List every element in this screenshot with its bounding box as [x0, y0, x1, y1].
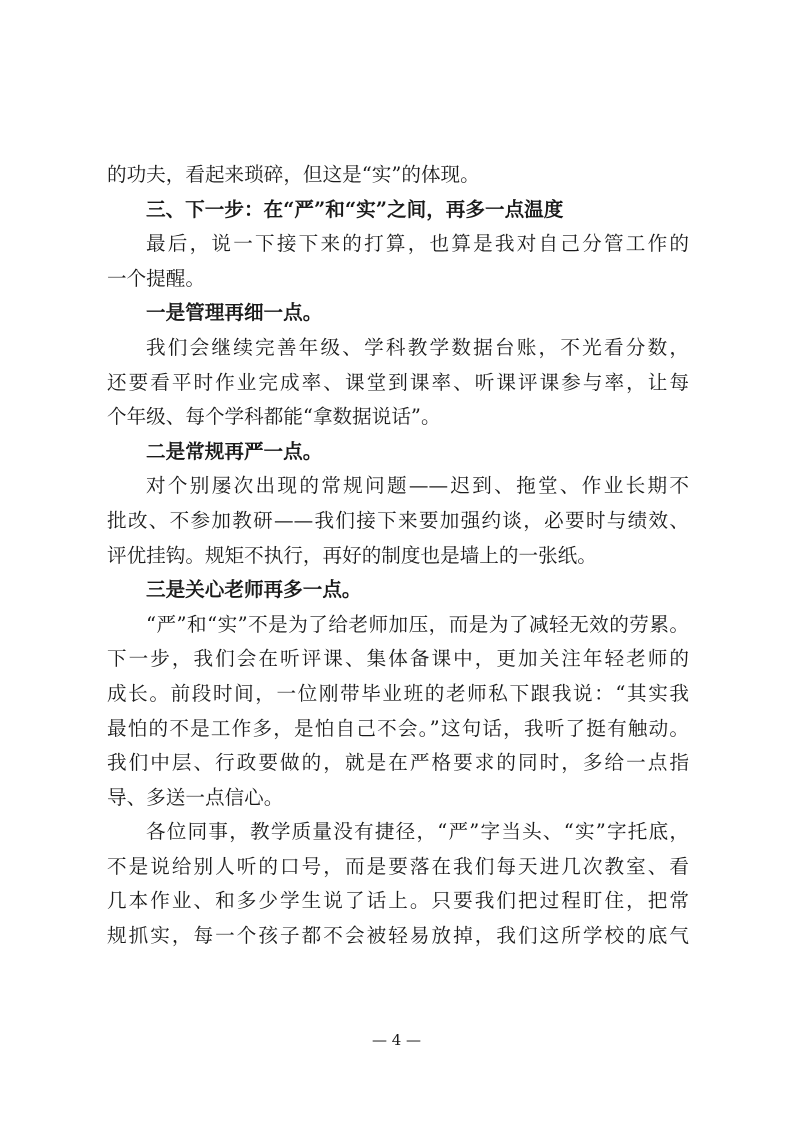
text-line: 导、多送一点信心。	[107, 785, 284, 809]
text-line: 一个提醒。	[107, 266, 205, 290]
page-number: — 4 —	[371, 1031, 422, 1049]
text-line: 批改、不参加教研——我们接下来要加强约谈，必要时与绩效、	[107, 508, 689, 532]
text-line: 成长。前段时间，一位刚带毕业班的老师私下跟我说：“其实我	[107, 681, 689, 705]
text-line: 我们会继续完善年级、学科教学数据台账，不光看分数，	[146, 335, 689, 359]
text-line: 我们中层、行政要做的，就是在严格要求的同时，多给一点指	[107, 751, 689, 775]
section-heading: 三是关心老师再多一点。	[146, 578, 362, 602]
text-line: “严”和“实”不是为了给老师加压，而是为了减轻无效的劳累。	[146, 612, 689, 636]
section-heading: 三、下一步：在“严”和“实”之间，再多一点温度	[146, 197, 564, 221]
text-line: 下一步，我们会在听评课、集体备课中，更加关注年轻老师的	[107, 647, 689, 671]
section-heading: 一是管理再细一点。	[146, 301, 323, 325]
text-line: 最后，说一下接下来的打算，也算是我对自己分管工作的	[146, 232, 689, 256]
text-line: 规抓实，每一个孩子都不会被轻易放掉，我们这所学校的底气	[107, 924, 689, 948]
text-line: 各位同事，教学质量没有捷径，“严”字当头、“实”字托底，	[146, 820, 689, 844]
text-line: 个年级、每个学科都能“拿数据说话”。	[107, 405, 441, 429]
text-line: 不是说给别人听的口号，而是要落在我们每天进几次教室、看	[107, 854, 689, 878]
text-line: 对个别屡次出现的常规问题——迟到、拖堂、作业长期不	[146, 474, 689, 498]
section-heading: 二是常规再严一点。	[146, 439, 323, 463]
text-line: 还要看平时作业完成率、课堂到课率、听课评课参与率，让每	[107, 370, 689, 394]
document-body	[107, 158, 689, 954]
text-line: 几本作业、和多少学生说了话上。只要我们把过程盯住，把常	[107, 889, 689, 913]
text-line: 的功夫，看起来琐碎，但这是“实”的体现。	[107, 163, 480, 186]
text-line: 最怕的不是工作多，是怕自己不会。”这句话，我听了挺有触动。	[107, 716, 689, 740]
text-line: 评优挂钩。规矩不执行，再好的制度也是墙上的一张纸。	[107, 543, 597, 567]
